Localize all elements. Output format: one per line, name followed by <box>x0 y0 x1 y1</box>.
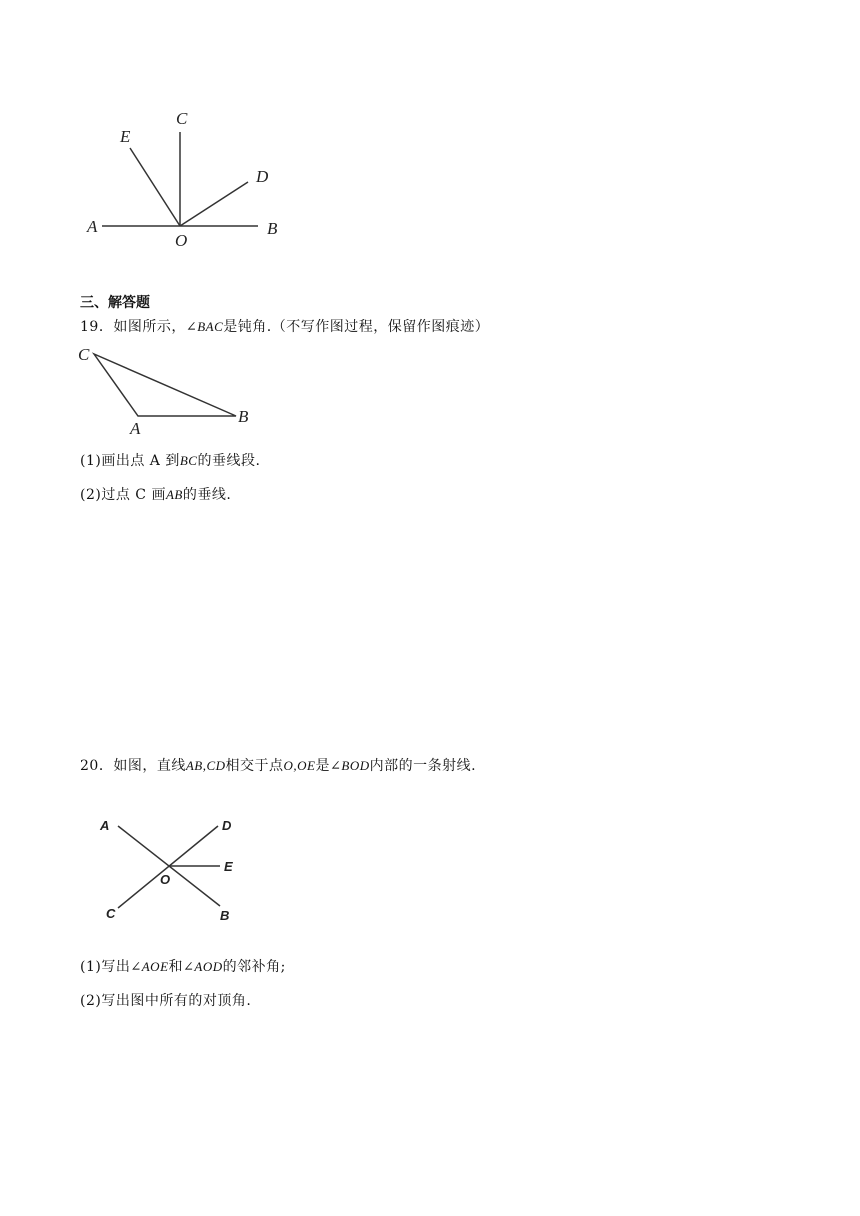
label-b: B <box>238 407 249 426</box>
label-d: D <box>222 818 232 833</box>
q20-math3: ∠BOD <box>330 758 370 773</box>
q19-part2 <box>80 484 231 504</box>
label-e: E <box>224 859 233 874</box>
q19-stem <box>80 316 489 336</box>
section-title: 三、解答题 <box>80 295 150 311</box>
q19-part2-num: (2) <box>80 487 102 503</box>
q20-math2: O,OE <box>283 758 316 773</box>
q19-part1-math: BC <box>179 453 198 468</box>
q20-part2 <box>80 990 251 1010</box>
q20-part1-text-b: 和 <box>168 959 184 975</box>
q19-number: 19． <box>80 319 114 335</box>
q19-part1-text-b: 的垂线段. <box>197 453 261 469</box>
q19-text-a: 如图所示， <box>113 319 186 335</box>
q19-text-b: 是钝角.（不写作图过程，保留作图痕迹） <box>223 319 490 335</box>
q20-math1: AB,CD <box>185 758 226 773</box>
q19-part1-text-a: 画出点 A 到 <box>101 453 180 469</box>
label-o: O <box>175 231 188 250</box>
label-b: B <box>220 908 230 923</box>
label-c: C <box>176 109 188 128</box>
q19-part1-num: (1) <box>80 453 102 469</box>
q19-part2-text-a: 过点 C 画 <box>101 487 166 503</box>
label-c: C <box>106 906 116 921</box>
q19-part2-math: AB <box>165 487 183 502</box>
label-a: A <box>130 419 141 438</box>
label-o: O <box>160 872 171 887</box>
q20-number: 20． <box>80 758 114 774</box>
label-a: A <box>87 217 98 236</box>
q20-part1-text-c: 的邻补角; <box>222 959 286 975</box>
q20-part1 <box>80 956 286 976</box>
figure-triangle-abc <box>74 340 264 440</box>
q19-angle: ∠BAC <box>185 319 224 334</box>
q20-text-c: 是 <box>315 758 330 774</box>
q20-part2-text-a: 写出图中所有的对顶角. <box>101 993 252 1009</box>
label-b: B <box>267 219 278 238</box>
figure-angles-o <box>80 100 310 260</box>
q20-text-a: 如图，直线 <box>113 758 186 774</box>
q19-part1 <box>80 450 260 470</box>
q20-part1-num: (1) <box>80 959 102 975</box>
q20-stem <box>80 755 476 775</box>
label-e: E <box>120 127 131 146</box>
q20-part1-math2: ∠AOD <box>183 959 223 974</box>
label-c: C <box>78 345 90 364</box>
figure-intersecting-lines <box>96 810 256 930</box>
label-d: D <box>256 167 269 186</box>
q20-text-d: 内部的一条射线. <box>369 758 477 774</box>
q20-part1-math1: ∠AOE <box>130 959 169 974</box>
label-a: A <box>100 818 110 833</box>
q20-part2-num: (2) <box>80 993 102 1009</box>
q19-part2-text-b: 的垂线. <box>182 487 232 503</box>
q20-part1-text-a: 写出 <box>101 959 131 975</box>
q20-text-b: 相交于点 <box>225 758 284 774</box>
